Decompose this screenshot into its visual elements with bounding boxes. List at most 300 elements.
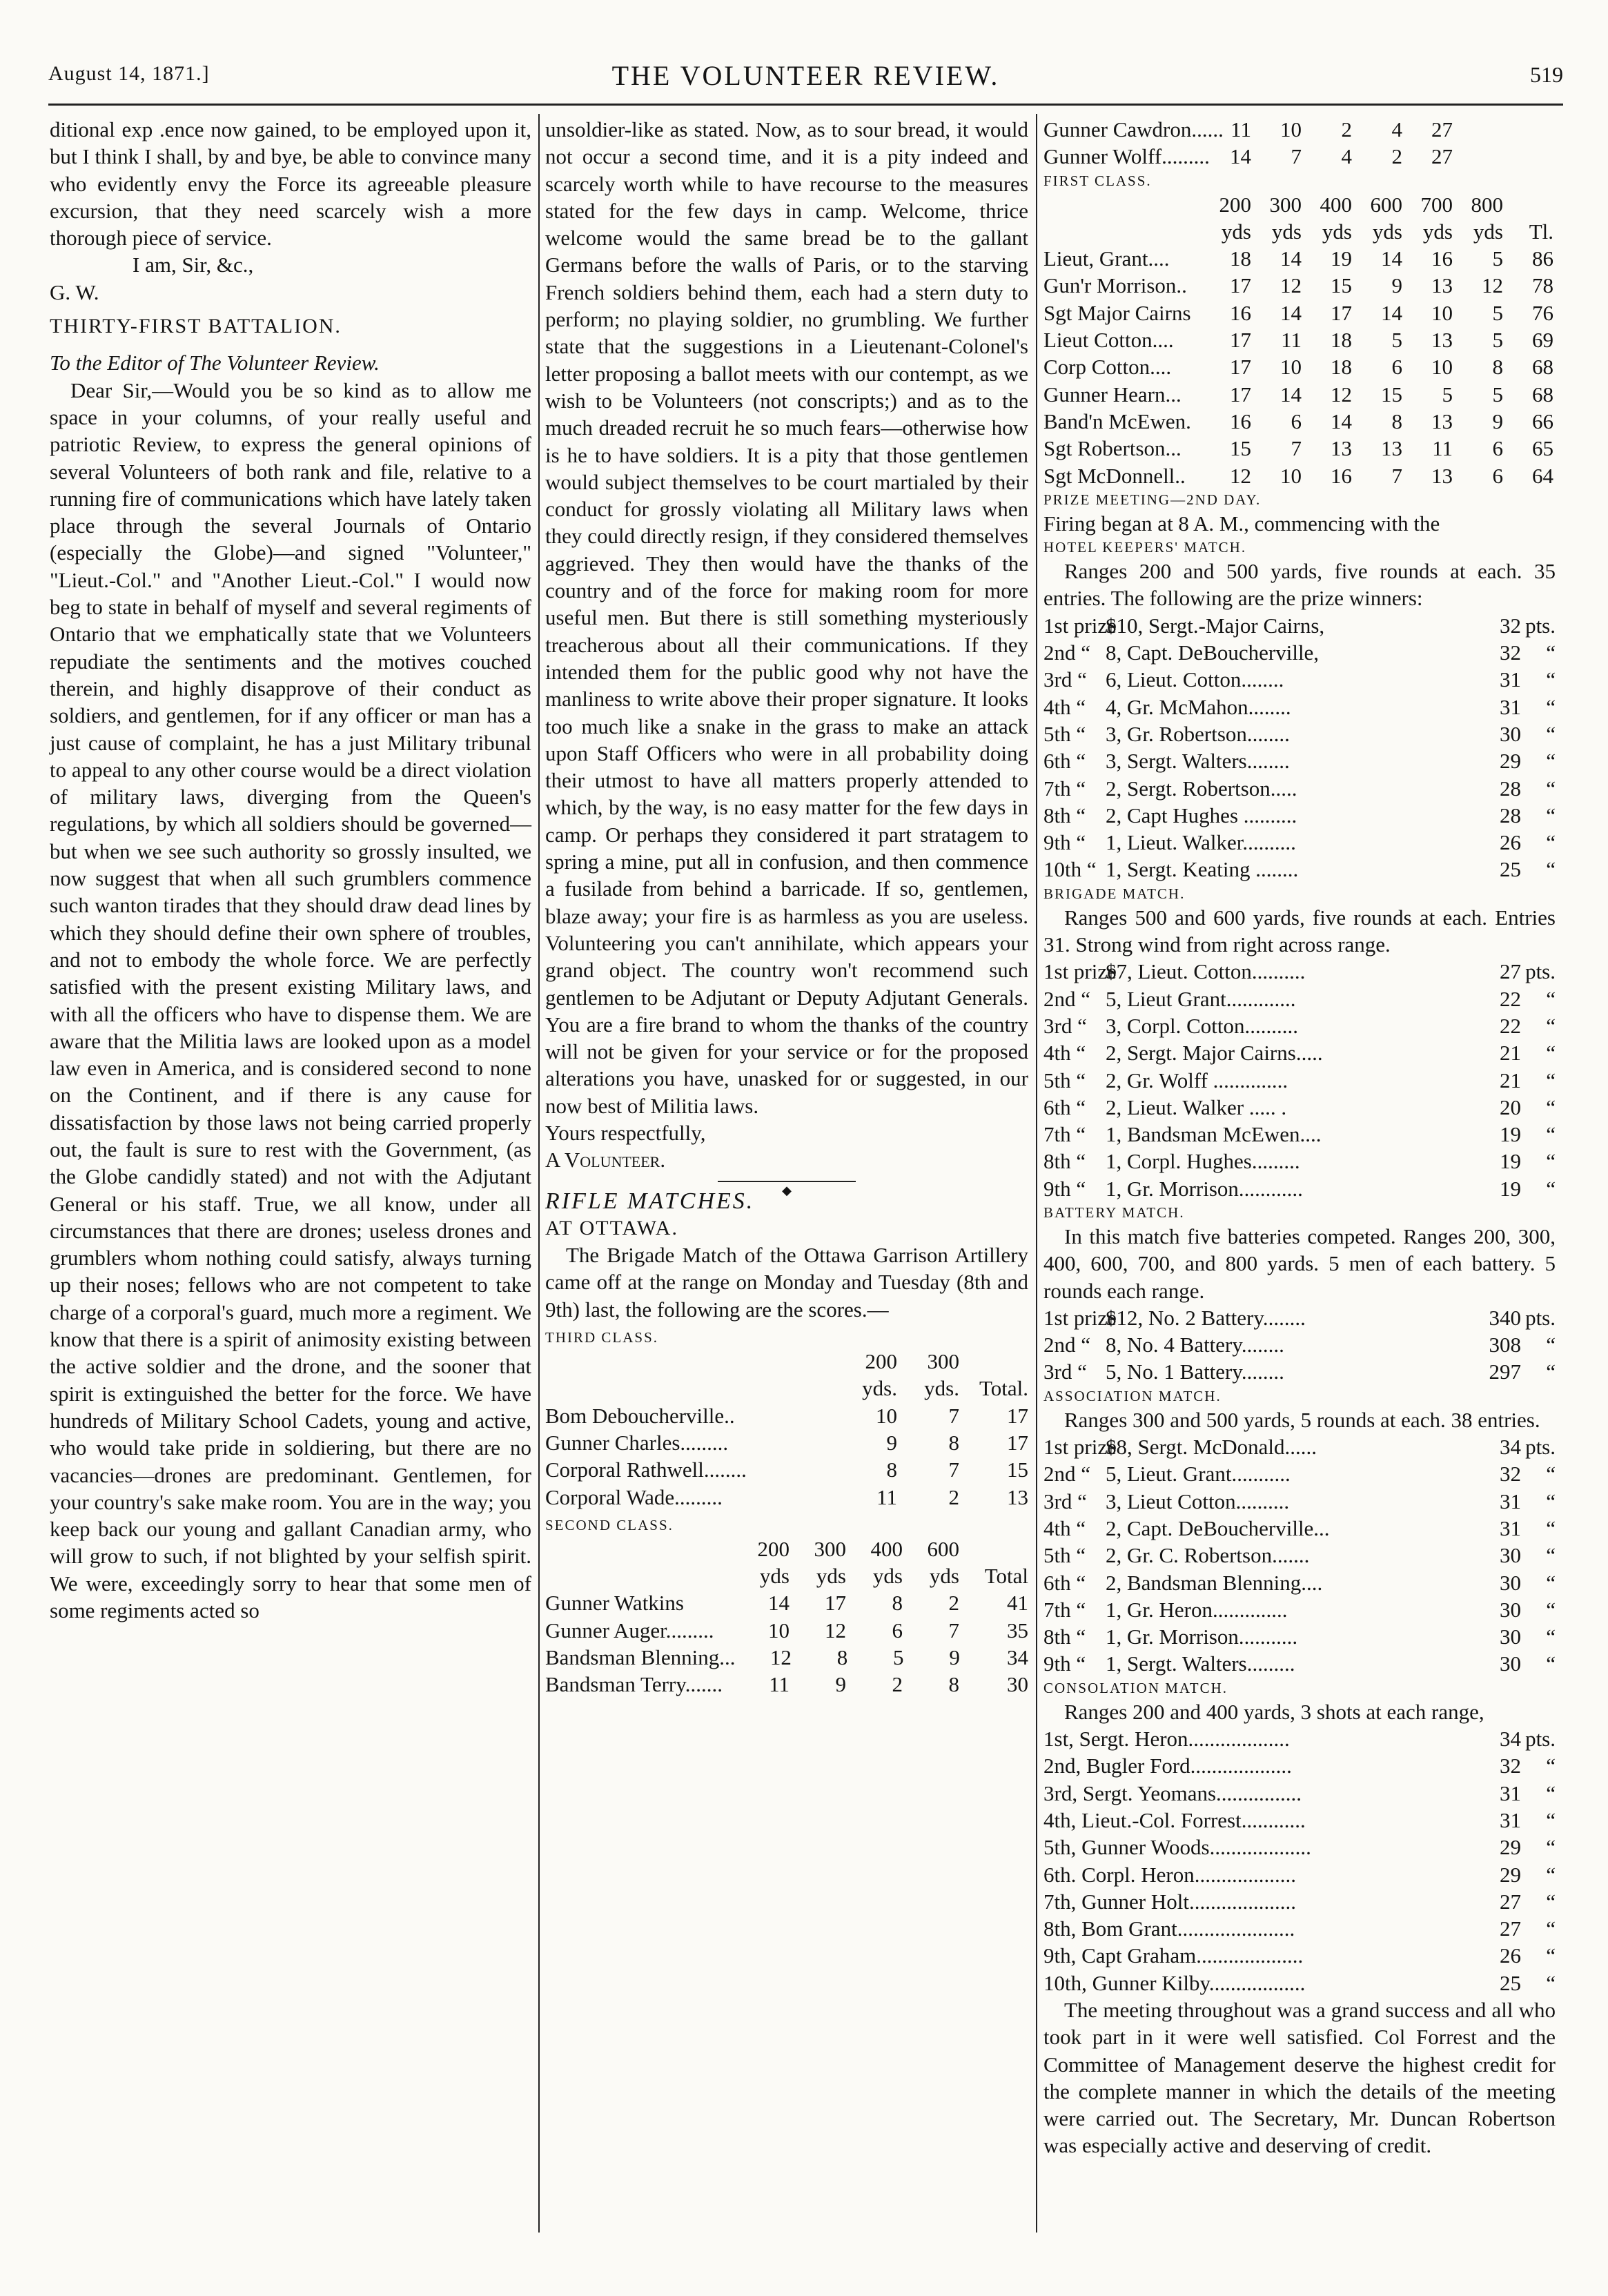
prize-rank: 4th “ xyxy=(1043,1041,1086,1066)
paragraph: The meeting throughout was a grand success and all who took part in it were well satisfied. Col Forrest and the Committee of Management deserve the highest credit for the complete manner in which the details of the meeting were carried out. The Secretary, Mr. Duncan Robertson was especially active and deserving of credit. xyxy=(1043,1998,1556,2158)
score-cell: 14 xyxy=(768,1591,790,1616)
prize-unit: pts. xyxy=(1525,1435,1556,1460)
competitor-name: Gunner Cawdron...... xyxy=(1043,117,1224,141)
prize-points: 30 xyxy=(1500,1597,1521,1622)
prize-row xyxy=(1043,1175,1556,1202)
score-cell: 34 xyxy=(1007,1645,1029,1670)
table-row xyxy=(1043,435,1556,462)
competitor-name: Gun'r Morrison.. xyxy=(1043,273,1187,298)
paragraph: Firing began at 8 A. M., commencing with the xyxy=(1043,511,1440,536)
score-cell: 35 xyxy=(1007,1618,1028,1642)
prize-row xyxy=(1043,1488,1556,1515)
prize-row xyxy=(1043,1148,1556,1175)
table-row xyxy=(545,1617,1028,1644)
table-header: yds. yds. Total. xyxy=(862,1376,1028,1401)
score-cell: 27 xyxy=(1431,144,1453,169)
competitor-name: Gunner Hearn... xyxy=(1043,382,1182,406)
section-label: PRIZE MEETING—2ND DAY. xyxy=(1043,491,1262,508)
score-cell: 10 xyxy=(1280,117,1302,141)
score-cell: 11 xyxy=(769,1672,790,1697)
class-label: FIRST CLASS. xyxy=(1043,172,1152,189)
prize-winner: 10th, Gunner Kilby.................. xyxy=(1043,1970,1306,1995)
prize-rank: 1st prize xyxy=(1043,959,1117,984)
prize-unit: “ xyxy=(1546,1625,1556,1649)
paragraph: Ranges 200 and 400 yards, 3 shots at each range, xyxy=(1064,1699,1484,1724)
prize-points: 340 xyxy=(1489,1305,1521,1330)
prize-row xyxy=(1043,1861,1556,1888)
prize-row xyxy=(1043,1834,1556,1861)
prize-row xyxy=(1043,612,1556,639)
score-cell: 14 xyxy=(1381,246,1402,271)
score-cell: 9 xyxy=(949,1645,960,1670)
competitor-name: Corporal Rathwell........ xyxy=(545,1458,747,1482)
table-row xyxy=(1043,353,1556,380)
score-cell: 7 xyxy=(948,1618,959,1642)
score-cell: 9 xyxy=(886,1430,897,1455)
prize-unit: “ xyxy=(1546,1176,1556,1201)
prize-unit: “ xyxy=(1546,1943,1556,1968)
prize-unit: “ xyxy=(1546,1754,1556,1778)
prize-winner: 6, Lieut. Cotton........ xyxy=(1106,667,1284,692)
paragraph: In this match five batteries competed. Ranges 200, 300, 400, 600, 700, and 800 yards. 5 men of each battery. 5 rounds each range. xyxy=(1043,1224,1556,1303)
score-cell: 6 xyxy=(1391,355,1402,380)
prize-points: 308 xyxy=(1489,1333,1521,1357)
competitor-name: Sgt Major Cairns xyxy=(1043,300,1191,325)
column-divider xyxy=(1036,114,1037,2233)
prize-unit: “ xyxy=(1546,1916,1556,1941)
newspaper-title: THE VOLUNTEER REVIEW. xyxy=(611,60,1000,91)
prize-winner: 1, Corpl. Hughes......... xyxy=(1106,1149,1300,1174)
score-cell: 7 xyxy=(948,1458,959,1482)
class-label: THIRD CLASS. xyxy=(545,1329,659,1346)
prize-row xyxy=(1043,1725,1556,1752)
prize-points: 34 xyxy=(1500,1435,1521,1460)
prize-rank: 3rd “ xyxy=(1043,1489,1087,1513)
prize-unit: “ xyxy=(1546,640,1556,665)
score-cell: 7 xyxy=(1391,463,1402,488)
prize-unit: “ xyxy=(1546,1651,1556,1676)
prize-unit: “ xyxy=(1546,1862,1556,1887)
prize-unit: “ xyxy=(1546,1970,1556,1995)
table-row xyxy=(1043,462,1556,489)
prize-unit: “ xyxy=(1546,1149,1556,1174)
prize-winner: 1, Bandsman McEwen.... xyxy=(1106,1122,1322,1147)
prize-unit: “ xyxy=(1546,803,1556,827)
prize-row xyxy=(1043,747,1556,774)
prize-row xyxy=(1043,1623,1556,1650)
prize-winner: 1, Sergt. Walters......... xyxy=(1106,1651,1295,1676)
score-cell: 15 xyxy=(1007,1458,1028,1482)
prize-row xyxy=(1043,1752,1556,1779)
header-rule xyxy=(48,104,1563,106)
prize-points: 19 xyxy=(1500,1176,1521,1201)
prize-row xyxy=(1043,1888,1556,1915)
score-cell: 14 xyxy=(1280,300,1302,325)
match-label: BATTERY MATCH. xyxy=(1043,1204,1185,1221)
prize-row xyxy=(1043,985,1556,1012)
score-cell: 30 xyxy=(1007,1672,1028,1697)
prize-unit: “ xyxy=(1546,1333,1556,1357)
score-cell: 12 xyxy=(825,1618,846,1642)
prize-winner: 1, Gr. Morrison........... xyxy=(1106,1625,1298,1649)
score-cell: 11 xyxy=(1281,328,1302,353)
score-cell: 78 xyxy=(1532,273,1553,298)
score-cell: 11 xyxy=(1432,436,1453,461)
prize-rank: 4th “ xyxy=(1043,1515,1086,1540)
prize-winner: 2, Gr. Wolff .............. xyxy=(1106,1068,1288,1092)
prize-rank: 6th “ xyxy=(1043,1095,1086,1119)
prize-row xyxy=(1043,720,1556,747)
score-cell: 14 xyxy=(1230,144,1251,169)
prize-unit: “ xyxy=(1546,721,1556,746)
prize-points: 25 xyxy=(1500,1970,1521,1995)
prize-row xyxy=(1043,666,1556,693)
prize-row xyxy=(1043,958,1556,985)
prize-points: 29 xyxy=(1500,1835,1521,1860)
prize-row xyxy=(1043,1780,1556,1807)
score-cell: 7 xyxy=(1291,144,1302,169)
prize-points: 21 xyxy=(1500,1041,1521,1066)
prize-points: 25 xyxy=(1500,857,1521,882)
prize-rank: 7th “ xyxy=(1043,1597,1086,1622)
ornament-divider xyxy=(545,1174,1028,1188)
prize-row xyxy=(1043,1012,1556,1039)
prize-rank: 3rd “ xyxy=(1043,1360,1087,1384)
prize-winner: 5, No. 1 Battery........ xyxy=(1106,1360,1284,1384)
competitor-name: Bandsman Terry....... xyxy=(545,1672,723,1697)
prize-winner: 2nd, Bugler Ford................... xyxy=(1043,1754,1292,1778)
paragraph: ditional exp .ence now gained, to be employed upon it, but I think I shall, by and bye, be able to convince many who evidently envy the Force its agreeable pleasure excursion, that they need scarcely wish a more thorough piece of service. xyxy=(50,117,531,251)
table-row xyxy=(545,1402,1028,1429)
prize-winner: $7, Lieut. Cotton.......... xyxy=(1106,959,1306,984)
prize-winner: 3, Corpl. Cotton.......... xyxy=(1106,1013,1299,1038)
score-cell: 19 xyxy=(1331,246,1352,271)
score-cell: 10 xyxy=(768,1618,790,1642)
prize-points: 34 xyxy=(1500,1727,1521,1752)
prize-unit: “ xyxy=(1546,1570,1556,1595)
table-row xyxy=(545,1456,1028,1483)
score-cell: 13 xyxy=(1381,436,1402,461)
score-cell: 13 xyxy=(1431,273,1453,298)
prize-row xyxy=(1043,1121,1556,1148)
paragraph: Ranges 200 and 500 yards, five rounds at each. 35 entries. The following are the prize winners: xyxy=(1043,559,1556,611)
score-cell: 5 xyxy=(1442,382,1453,406)
score-cell: 2 xyxy=(1391,144,1402,169)
match-label: BRIGADE MATCH. xyxy=(1043,885,1186,902)
prize-rank: 1st prize xyxy=(1043,613,1117,638)
prize-rank: 8th “ xyxy=(1043,1625,1086,1649)
score-cell: 11 xyxy=(876,1484,897,1509)
prize-rank: 6th “ xyxy=(1043,749,1086,774)
article-heading: THIRTY-FIRST BATTALION. xyxy=(50,315,342,338)
prize-unit: “ xyxy=(1546,986,1556,1011)
prize-points: 31 xyxy=(1500,694,1521,719)
table-row xyxy=(1043,116,1556,143)
prize-row xyxy=(1043,1094,1556,1121)
score-cell: 5 xyxy=(1492,300,1503,325)
prize-winner: $10, Sergt.-Major Cairns, xyxy=(1106,613,1325,638)
match-label: HOTEL KEEPERS' MATCH. xyxy=(1043,539,1247,556)
score-cell: 65 xyxy=(1532,436,1553,461)
score-cell: 2 xyxy=(948,1484,959,1509)
score-cell: 5 xyxy=(1492,328,1503,353)
competitor-name: Lieut Cotton.... xyxy=(1043,328,1174,353)
prize-unit: “ xyxy=(1546,694,1556,719)
prize-rank: 5th “ xyxy=(1043,1543,1086,1568)
paragraph: Ranges 300 and 500 yards, 5 rounds at each. 38 entries. xyxy=(1064,1407,1540,1432)
prize-points: 19 xyxy=(1500,1122,1521,1147)
prize-rank: 7th “ xyxy=(1043,1122,1086,1147)
score-cell: 76 xyxy=(1532,300,1553,325)
prize-row xyxy=(1043,1067,1556,1094)
score-cell: 8 xyxy=(836,1645,848,1670)
competitor-name: Bom Deboucherville.. xyxy=(545,1403,735,1428)
prize-rank: 2nd “ xyxy=(1043,1462,1091,1486)
prize-unit: “ xyxy=(1546,1489,1556,1513)
score-cell: 10 xyxy=(1431,355,1453,380)
prize-rank: 3rd “ xyxy=(1043,667,1087,692)
score-cell: 18 xyxy=(1331,328,1352,353)
prize-rank: 4th “ xyxy=(1043,694,1086,719)
prize-unit: “ xyxy=(1546,1122,1556,1147)
prize-unit: “ xyxy=(1546,667,1556,692)
prize-points: 26 xyxy=(1500,1943,1521,1968)
prize-row xyxy=(1043,639,1556,666)
score-cell: 6 xyxy=(1492,436,1503,461)
score-cell: 68 xyxy=(1532,382,1553,406)
table-row xyxy=(545,1589,1028,1616)
prize-unit: pts. xyxy=(1525,1727,1556,1752)
score-cell: 18 xyxy=(1331,355,1352,380)
prize-points: 31 xyxy=(1500,1515,1521,1540)
table-row xyxy=(1043,381,1556,408)
score-cell: 17 xyxy=(1230,355,1251,380)
prize-unit: “ xyxy=(1546,1068,1556,1092)
prize-points: 22 xyxy=(1500,986,1521,1011)
score-cell: 9 xyxy=(835,1672,846,1697)
prize-winner: 1, Gr. Heron.............. xyxy=(1106,1597,1288,1622)
prize-points: 22 xyxy=(1500,1013,1521,1038)
prize-row xyxy=(1043,1515,1556,1542)
prize-row xyxy=(1043,1970,1556,1996)
competitor-name: Gunner Wolff......... xyxy=(1043,144,1210,169)
prize-unit: “ xyxy=(1546,776,1556,801)
prize-unit: “ xyxy=(1546,1515,1556,1540)
score-cell: 8 xyxy=(892,1591,903,1616)
score-cell: 86 xyxy=(1532,246,1553,271)
prize-row xyxy=(1043,1460,1556,1487)
page-number: 519 xyxy=(1530,62,1563,87)
table-header: yds yds yds yds yds yds Tl. xyxy=(1221,219,1553,244)
prize-rank: 7th “ xyxy=(1043,776,1086,801)
prize-points: 27 xyxy=(1500,959,1521,984)
prize-winner: 1st, Sergt. Heron................... xyxy=(1043,1727,1290,1752)
score-cell: 7 xyxy=(1291,436,1302,461)
prize-winner: 2, Sergt. Robertson..... xyxy=(1106,776,1297,801)
prize-row xyxy=(1043,1358,1556,1385)
score-cell: 14 xyxy=(1280,246,1302,271)
competitor-name: Gunner Charles......... xyxy=(545,1430,729,1455)
prize-points: 30 xyxy=(1500,1651,1521,1676)
table-row xyxy=(1043,408,1556,435)
score-cell: 17 xyxy=(1230,273,1251,298)
prize-points: 28 xyxy=(1500,803,1521,827)
table-row xyxy=(1043,143,1556,170)
prize-winner: 9th, Capt Graham.................... xyxy=(1043,1943,1304,1968)
prize-unit: “ xyxy=(1546,830,1556,855)
table-row xyxy=(1043,245,1556,272)
score-cell: 15 xyxy=(1331,273,1352,298)
prize-unit: “ xyxy=(1546,1889,1556,1914)
score-cell: 17 xyxy=(1230,382,1251,406)
score-cell: 13 xyxy=(1431,328,1453,353)
prize-points: 297 xyxy=(1489,1360,1521,1384)
prize-winner: 5th, Gunner Woods................... xyxy=(1043,1835,1311,1860)
prize-rank: 8th “ xyxy=(1043,803,1086,827)
prize-winner: 3, Lieut Cotton.......... xyxy=(1106,1489,1290,1513)
prize-unit: “ xyxy=(1546,1462,1556,1486)
competitor-name: Bandsman Blenning... xyxy=(545,1645,736,1670)
prize-points: 27 xyxy=(1500,1889,1521,1914)
score-cell: 4 xyxy=(1341,144,1352,169)
prize-rank: 9th “ xyxy=(1043,1651,1086,1676)
prize-winner: 5, Lieut. Grant........... xyxy=(1106,1462,1291,1486)
prize-row xyxy=(1043,1942,1556,1969)
score-cell: 17 xyxy=(825,1591,846,1616)
score-cell: 8 xyxy=(1391,409,1402,433)
prize-row xyxy=(1043,775,1556,802)
prize-winner: 3rd, Sergt. Yeomans................ xyxy=(1043,1780,1302,1805)
letter-closing: I am, Sir, &c., xyxy=(133,253,254,277)
prize-winner: 6th. Corpl. Heron................... xyxy=(1043,1862,1296,1887)
section-subheading: AT OTTAWA. xyxy=(545,1216,678,1239)
table-row xyxy=(1043,272,1556,299)
score-cell: 12 xyxy=(1482,273,1503,298)
prize-winner: 8, Capt. DeBoucherville, xyxy=(1106,640,1320,665)
prize-row xyxy=(1043,829,1556,856)
class-label: SECOND CLASS. xyxy=(545,1516,674,1533)
prize-rank: 2nd “ xyxy=(1043,986,1091,1011)
prize-points: 28 xyxy=(1500,776,1521,801)
score-cell: 13 xyxy=(1431,409,1453,433)
score-cell: 10 xyxy=(1280,463,1302,488)
table-row xyxy=(1043,326,1556,353)
prize-points: 31 xyxy=(1500,1807,1521,1832)
score-cell: 69 xyxy=(1532,328,1553,353)
score-cell: 64 xyxy=(1532,463,1553,488)
prize-row xyxy=(1043,1331,1556,1358)
score-cell: 12 xyxy=(769,1645,792,1670)
prize-unit: “ xyxy=(1546,1360,1556,1384)
prize-unit: pts. xyxy=(1525,1305,1556,1330)
paragraph: Dear Sir,—Would you be so kind as to allow me space in your columns, of your really useful and patriotic Review, to express the general opinions of several Volunteers of both rank and file, relative to a running fire of communications which have lately taken place through the several Journals of Ontario (especially the Globe)—and signed "Volunteer," "Lieut.-Col." and "Another Lieut.-Col." I would now beg to state in behalf of myself and several regiments of Ontario that we emphatically state that we Volunteers repudiate the sentiments and the motives couched therein, and highly disapprove of their conduct as soldiers, and gentlemen, for if any officer or man has a just cause of complaint, he has a just Military tribunal to appeal to any other course would be a direct violation of military laws, diverging from the Queen's regulations, by which all soldiers should be governed—but when we see such authority so grossly insulted, we now suggest that when all such grumblers commence such wanton tirades that they should draw dead lines by which they should define their own sphere of troubles, and not to embody the whole force. We are perfectly satisfied with the present existing Military laws, and with all the officers who have to dispense them. We are aware that the Militia laws are looked upon as a model law even in America, and is considered second to none on the Continent, and if there is any cause for dissatisfaction by those laws not being carried properly out, the fault is sure to rest with the Government, (as the Globe candidly stated) and not with the Adjutant General or his staff. True, we all know, under all circumstances that there are drones; useless drones and grumblers whom nothing could satisfy, always turning up their noses; fellows who are not competent to take charge of a corporal's guard, much more a regiment. We know that there is a spirit of animosity existing between the active soldier and the drone, and the sooner that spirit is extinguished the better for the force. We have hundreds of Military School Cadets, young and active, who would take pride in soldiering, but there are no vacancies—drones are predominant. Gentlemen, for your country's sake make room. You are in the way; you keep back our young and gallant Canadian army, who will grow to such, if not blighted by your selfish spirit. We were, exceedingly sorry to hear that some men of some regiments acted so xyxy=(50,377,531,1623)
to-editor-line: To the Editor of The Volunteer Review. xyxy=(50,351,380,375)
prize-rank: 3rd “ xyxy=(1043,1013,1087,1038)
score-cell: 13 xyxy=(1431,463,1453,488)
table-header: yds yds yds yds Total xyxy=(759,1564,1028,1589)
score-cell: 7 xyxy=(948,1403,959,1428)
score-cell: 5 xyxy=(1391,328,1402,353)
issue-date: August 14, 1871.] xyxy=(48,62,210,85)
paragraph: Ranges 500 and 600 yards, five rounds at each. Entries 31. Strong wind from right across range. xyxy=(1043,905,1556,957)
prize-points: 19 xyxy=(1500,1149,1521,1174)
score-cell: 17 xyxy=(1007,1403,1028,1428)
column-middle xyxy=(545,116,1028,1698)
prize-row xyxy=(1043,856,1556,883)
score-cell: 14 xyxy=(1331,409,1352,433)
prize-row xyxy=(1043,1542,1556,1569)
prize-rank: 8th “ xyxy=(1043,1149,1086,1174)
score-cell: 16 xyxy=(1331,463,1352,488)
score-cell: 12 xyxy=(1230,463,1251,488)
prize-points: 29 xyxy=(1500,749,1521,774)
prize-points: 30 xyxy=(1500,1570,1521,1595)
score-cell: 6 xyxy=(1291,409,1302,433)
prize-points: 29 xyxy=(1500,1862,1521,1887)
score-cell: 9 xyxy=(1492,409,1503,433)
prize-points: 31 xyxy=(1500,1489,1521,1513)
score-cell: 5 xyxy=(1492,246,1503,271)
score-cell: 15 xyxy=(1230,436,1251,461)
prize-unit: “ xyxy=(1546,1807,1556,1832)
prize-winner: 1, Sergt. Keating ........ xyxy=(1106,857,1299,882)
score-cell: 12 xyxy=(1280,273,1302,298)
prize-row xyxy=(1043,1596,1556,1623)
score-cell: 15 xyxy=(1381,382,1402,406)
prize-unit: pts. xyxy=(1525,959,1556,984)
score-cell: 13 xyxy=(1331,436,1352,461)
score-cell: 18 xyxy=(1230,246,1251,271)
score-cell: 14 xyxy=(1381,300,1402,325)
paragraph: unsoldier-like as stated. Now, as to sour bread, it would not occur a second time, and it is a pity indeed and scarcely worth while to have recourse to the measures stated for the few days in camp. Welcome, thrice welcome would the same bread be to the gallant Germans before the walls of Paris, or to the starving French soldiers behind them, each had a stern duty to perform; no playing soldier, no grumbling. We further state that the suggestions in a Lieutenant-Colonel's letter proposing a ballot meets with our contempt, as we wish to be Volunteers (not conscripts;) and as to the much dreaded recruit he so much fears—otherwise how is he to have soldiers. It is a pity that those gentlemen would subject themselves to be court martialed by their conduct for grossly violating all Military laws when they could directly resign, if they considered themselves aggrieved. They then would have the thanks of the country and of the force for making room for more useful men. But there is still something mysteriously treacherous about all their communications. If they intended them for the public good why not have the manliness to write above their proper signature. It looks too much like a snake in the grass to make an attack upon Staff Officers who were in all probability doing their utmost to have all matters properly attended to which, by the way, is no easy matter for the few days in camp. Or perhaps they considered it part stratagem to spring a mine, put all in confusion, and then commence a fusilade from behind a barricade. If so, gentlemen, blaze away; your fire is as harmless as you are useless. Volunteering you can't annihilate, which appears your grand object. The country won't recommend such gentlemen to be Adjutant or Deputy Adjutant Generals. You are a fire brand to whom the thanks of the country will not be given for your service or for the proposed alterations you have, unasked for or suggested, in our now best of Militia laws. xyxy=(545,117,1028,1118)
prize-winner: 1, Lieut. Walker.......... xyxy=(1106,830,1296,855)
table-row xyxy=(545,1484,1028,1511)
prize-unit: “ xyxy=(1546,1835,1556,1860)
prize-rank: 2nd “ xyxy=(1043,1333,1091,1357)
score-cell: 66 xyxy=(1532,409,1553,433)
prize-winner: 4, Gr. McMahon........ xyxy=(1106,694,1291,719)
prize-rank: 10th “ xyxy=(1043,857,1097,882)
prize-row xyxy=(1043,694,1556,720)
score-cell: 8 xyxy=(886,1458,897,1482)
prize-winner: 4th, Lieut.-Col. Forrest............ xyxy=(1043,1807,1306,1832)
score-cell: 27 xyxy=(1431,117,1453,141)
prize-points: 32 xyxy=(1500,1754,1521,1778)
score-cell: 16 xyxy=(1230,300,1251,325)
prize-points: 20 xyxy=(1500,1095,1521,1119)
score-cell: 10 xyxy=(876,1403,897,1428)
column-divider xyxy=(538,114,540,2233)
prize-unit: pts. xyxy=(1525,613,1556,638)
prize-winner: 2, Bandsman Blenning.... xyxy=(1106,1570,1323,1595)
column-left xyxy=(50,116,531,1624)
match-label: ASSOCIATION MATCH. xyxy=(1043,1387,1222,1404)
score-cell: 6 xyxy=(1492,463,1503,488)
prize-winner: 8, No. 4 Battery........ xyxy=(1106,1333,1284,1357)
competitor-name: Gunner Watkins xyxy=(545,1591,684,1616)
prize-winner: 2, Gr. C. Robertson....... xyxy=(1106,1543,1310,1568)
score-cell: 41 xyxy=(1007,1591,1028,1616)
prize-rank: 2nd “ xyxy=(1043,640,1091,665)
competitor-name: Sgt Robertson... xyxy=(1043,436,1182,461)
competitor-name: Lieut, Grant.... xyxy=(1043,246,1170,271)
prize-unit: “ xyxy=(1546,1095,1556,1119)
prize-row xyxy=(1043,802,1556,829)
prize-unit: “ xyxy=(1546,1780,1556,1805)
score-cell: 9 xyxy=(1391,273,1402,298)
score-cell: 2 xyxy=(1341,117,1352,141)
prize-points: 26 xyxy=(1500,830,1521,855)
